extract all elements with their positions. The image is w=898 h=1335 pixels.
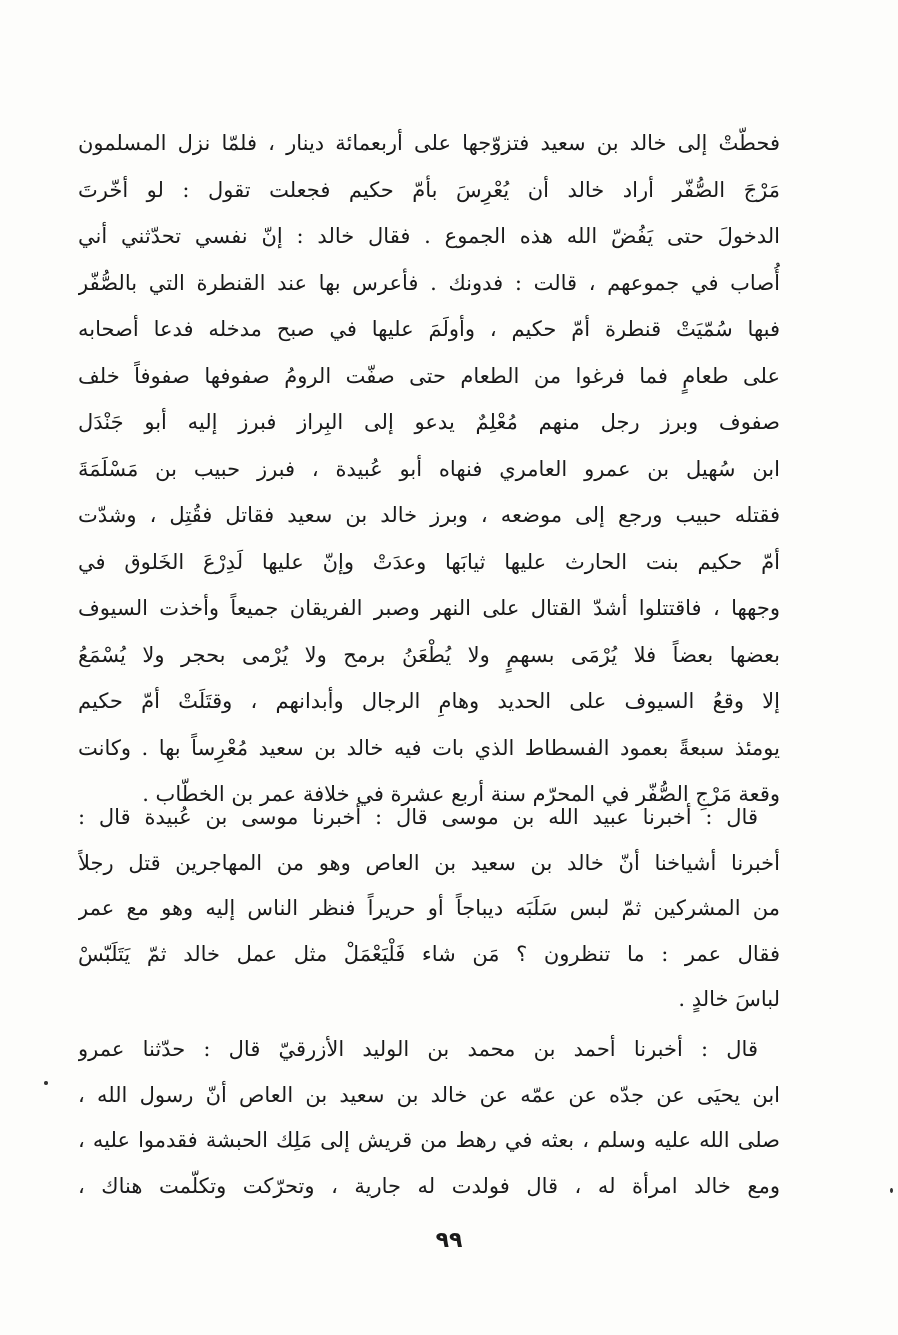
text-line: أمّ حكيم بنت الحارث عليها ثيابَها وعدَتْ وإنّ عليها لَدِرْعَ الخَلوق في	[78, 549, 780, 574]
text-line: إلا وقعُ السيوف على الحديد وهامِ الرجال وأبدانهم ، وقتَلَتْ أمّ حكيم	[78, 689, 780, 713]
text-line: من المشركين ثمّ لبس سَلَبَه ديباجاً أو حريراً فنظر الناس إليه وهو مع عمر	[78, 896, 780, 920]
text-line: ابن يحيَى عن جدّه عن عمّه عن خالد بن سعيد بن العاص أنّ رسول الله ،	[78, 1082, 780, 1107]
text-line: قال : أخبرنا أحمد بن محمد بن الوليد الأزرقيّ قال : حدّثنا عمرو	[78, 1037, 758, 1061]
text-line: يومئذ سبعةً بعمود الفسطاط الذي بات فيه خالد بن سعيد مُعْرِساً بها . وكانت	[78, 735, 780, 760]
paragraph-2	[78, 795, 780, 1023]
text-line: الدخولَ حتى يَفُضّ الله هذه الجموع . فقال خالد : إنّ نفسي تحدّثني أني	[78, 224, 780, 248]
text-line: فحطّتْ إلى خالد بن سعيد فتزوّجها على أربعمائة دينار ، فلمّا نزل المسلمون	[78, 131, 780, 155]
scan-speck	[44, 1081, 48, 1085]
paragraph-3	[78, 1027, 780, 1209]
text-line: فبها سُمّيَتْ قنطرة أمّ حكيم ، وأولَمَ عليها في صبح مدخله فدعا أصحابه	[78, 317, 780, 341]
text-line: ابن سُهيل بن عمرو العامري فنهاه أبو عُبيدة ، فبرز حبيب بن مَسْلَمَةَ	[78, 456, 780, 481]
text-line: صفوف وبرز رجل منهم مُعْلِمٌ يدعو إلى البِراز فبرز إليه أبو جَنْدَل	[78, 410, 780, 434]
text-line: بعضها بعضاً فلا يُرْمَى بسهمٍ ولا يُطْعَنُ برمح ولا يُرْمى بحجر ولا يُسْمَعُ	[78, 642, 780, 667]
text-line: فقتله حبيب ورجع إلى موضعه ، وبرز خالد بن سعيد فقاتل فقُتِل ، وشدّت	[78, 503, 780, 527]
text-line: قال : أخبرنا عبيد الله بن موسى قال : أخبرنا موسى بن عُبيدة قال :	[78, 805, 758, 829]
text-line: أُصاب في جموعهم ، قالت : فدونك . فأعرس بها عند القنطرة التي بالصُّفّر	[78, 270, 780, 295]
page-number: ٩٩	[435, 1228, 463, 1253]
text-line: فقال عمر : ما تنظرون ؟ مَن شاء فَلْيَعْمَلْ مثل عمل خالد ثمّ يَتَلَبّسْ	[78, 941, 780, 966]
text-line: على طعامٍ فما فرغوا من الطعام حتى صفّت الرومُ صفوفها صفوفاً خلف	[78, 363, 780, 388]
scan-speck	[890, 1188, 893, 1193]
text-line: لباسَ خالدٍ .	[678, 987, 780, 1011]
text-line: ومع خالد امرأة له ، قال فولدت له جارية ، وتحرّكت وتكلّمت هناك ،	[78, 1173, 780, 1198]
text-line: وجهها ، فاقتتلوا أشدّ القتال على النهر وصبر الفريقان جميعاً وأخذت السيوف	[78, 596, 780, 620]
text-line: أخبرنا أشياخنا أنّ خالد بن سعيد بن العاص وهو من المهاجرين قتل رجلاً	[78, 850, 780, 875]
text-line: وقعة مَرْجِ الصُّفّر في المحرّم سنة أربع عشرة في خلافة عمر بن الخطّاب .	[142, 782, 780, 806]
paragraph-1	[78, 120, 780, 818]
text-line: صلى الله عليه وسلم ، بعثه في رهط من قريش إلى مَلِك الحبشة فقدموا عليه ،	[78, 1128, 780, 1152]
text-line: مَرْجَ الصُّفّر أراد خالد أن يُعْرِسَ بأمّ حكيم فجعلت تقول : لو أخّرتَ	[78, 177, 780, 202]
